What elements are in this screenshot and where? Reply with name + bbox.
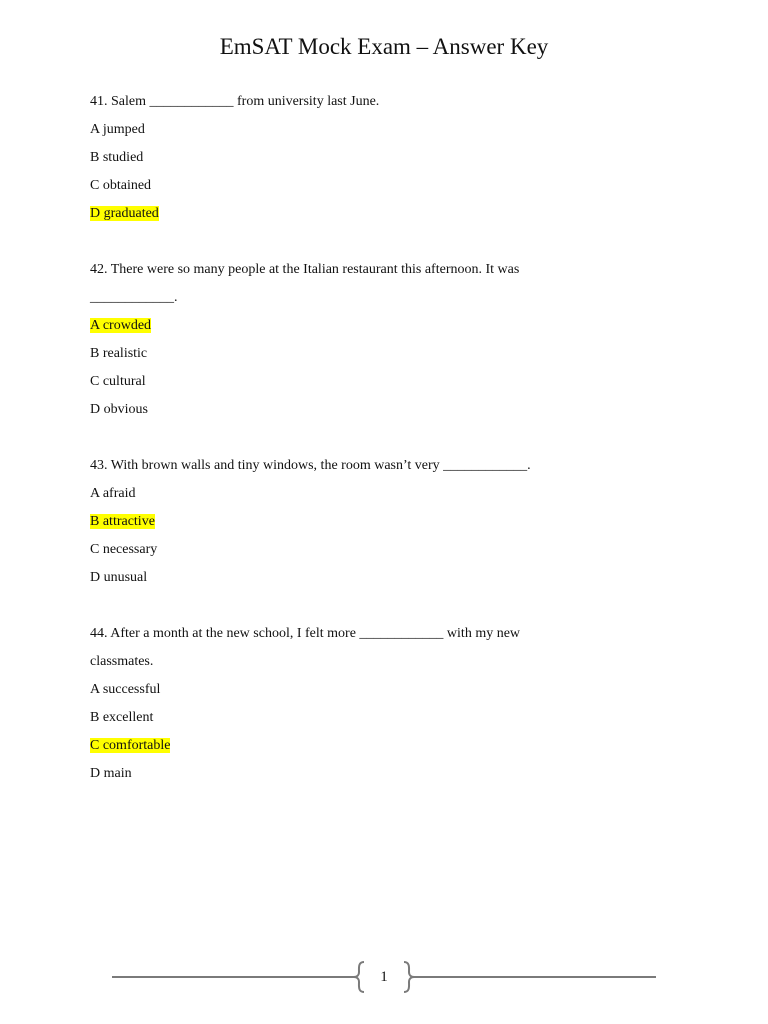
question-text: 43. With brown walls and tiny windows, the room wasn’t very ____________. [90,458,531,473]
answer-option-label: C obtained [90,178,152,193]
answer-option-label: C cultural [90,374,146,389]
correct-answer-option [90,508,560,536]
answer-option-label: B studied [90,150,144,165]
correct-answer-option [90,312,560,340]
answer-option-label: A successful [90,682,161,697]
question-44 [90,620,560,788]
answer-option [90,536,560,564]
answer-option-label: C necessary [90,542,158,557]
answer-option [90,480,560,508]
answer-option [90,760,560,788]
page-footer [112,960,656,994]
question-text: 41. Salem ____________ from university last June. [90,94,380,109]
answer-option [90,564,560,592]
question-text-continued: ____________. [90,290,178,305]
question-42 [90,256,560,424]
answer-option [90,340,560,368]
correct-answer-highlight: B attractive [90,514,155,529]
page-number: 1 [380,969,388,985]
answer-option-label: A jumped [90,122,145,137]
correct-answer-option [90,732,560,760]
footer-rule-left [112,976,356,978]
correct-answer-option [90,200,560,228]
answer-option-label: D unusual [90,570,148,585]
correct-answer-highlight: C comfortable [90,738,171,753]
question-text-continued: classmates. [90,654,154,669]
answer-key-list [90,88,560,816]
correct-answer-highlight: A crowded [90,318,152,333]
answer-option [90,676,560,704]
question-43 [90,452,560,592]
answer-option-label: B realistic [90,346,148,361]
answer-option [90,172,560,200]
answer-option-label: D obvious [90,402,148,417]
question-text: 44. After a month at the new school, I felt more ____________ with my new [90,626,521,641]
answer-option [90,704,560,732]
answer-option [90,396,560,424]
question-41 [90,88,560,228]
answer-option-label: D main [90,766,132,781]
left-brace-icon [352,960,368,994]
answer-option [90,144,560,172]
answer-option [90,116,560,144]
answer-option [90,368,560,396]
question-text: 42. There were so many people at the Italian restaurant this afternoon. It was [90,262,520,277]
footer-rule-right [412,976,656,978]
answer-option-label: B excellent [90,710,154,725]
correct-answer-highlight: D graduated [90,206,159,221]
page-title: EmSAT Mock Exam – Answer Key [219,34,549,59]
answer-option-label: A afraid [90,486,136,501]
